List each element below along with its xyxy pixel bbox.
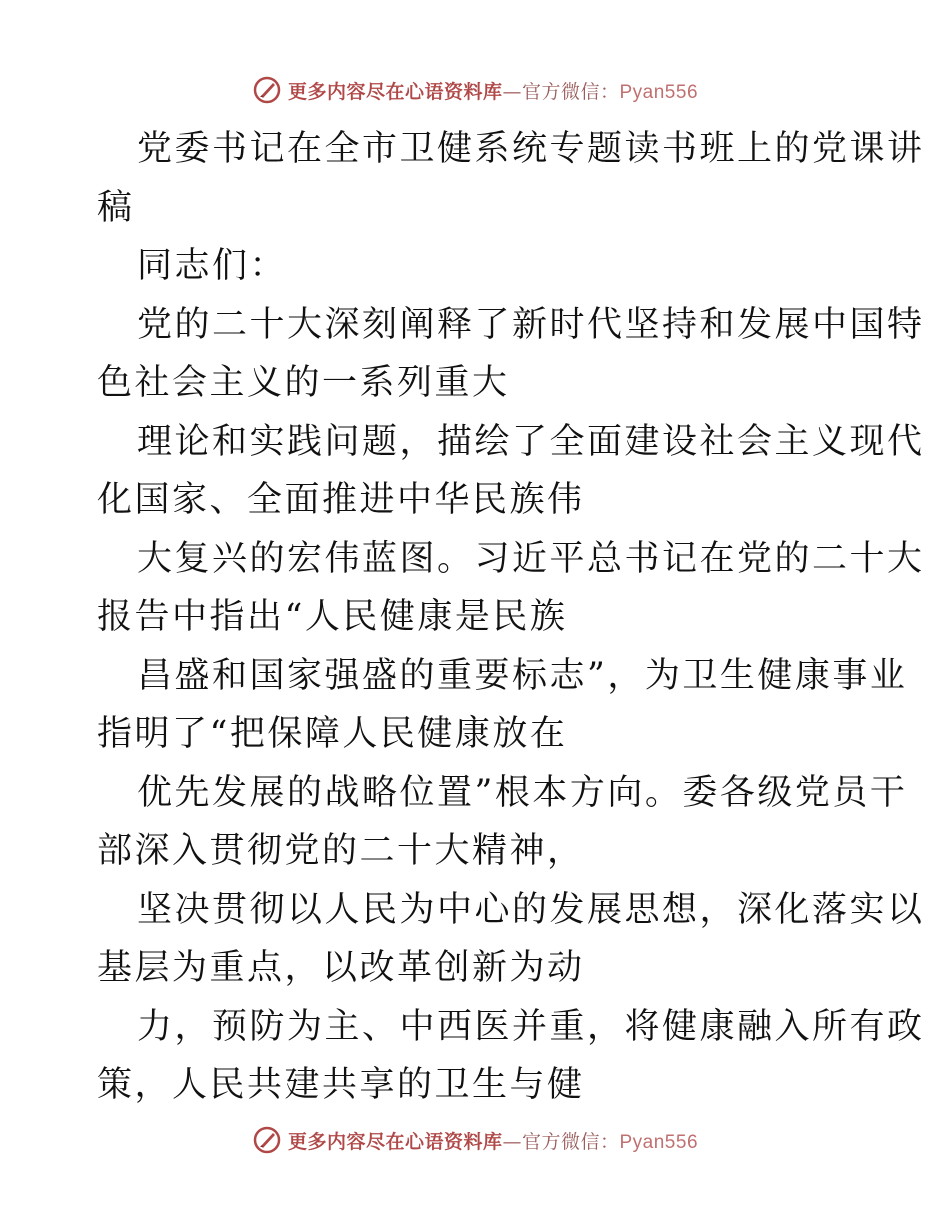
watermark-wechat-id: Pyan556	[619, 1131, 699, 1153]
paragraph-line: 策，人民共建共享的卫生与健	[97, 1065, 585, 1105]
watermark-wechat-label: 官方微信：	[521, 1130, 620, 1153]
watermark-brand: 更多内容尽在心语资料库	[287, 80, 503, 103]
paragraph-line: 指明了“把保障人民健康放在	[97, 714, 568, 754]
document-title-line-1: 党委书记在全市卫健系统专题读书班上的党课讲	[137, 129, 925, 169]
paragraph-line: 基层为重点，以改革创新为动	[97, 948, 585, 988]
paragraph-line: 优先发展的战略位置”根本方向。委各级党员干	[137, 772, 908, 813]
document-body	[97, 120, 925, 1115]
paragraph-line: 昌盛和国家强盛的重要标志”，为卫生健康事业	[137, 655, 908, 696]
greeting: 同志们：	[137, 246, 288, 286]
watermark-text	[288, 1127, 698, 1154]
paragraph-line: 党的二十大深刻阐释了新时代坚持和发展中国特	[137, 304, 925, 345]
quill-pen-logo-icon	[252, 75, 282, 105]
header-watermark-banner	[0, 70, 950, 110]
paragraph-line: 化国家、全面推进中华民族伟	[97, 480, 585, 520]
footer-watermark-banner	[0, 1120, 950, 1160]
paragraph-line: 坚决贯彻以人民为中心的发展思想，深化落实以	[137, 889, 925, 930]
document-title-line-2: 稿	[97, 187, 135, 228]
watermark-text	[288, 77, 698, 104]
watermark-wechat-label: 官方微信：	[521, 80, 620, 103]
paragraph-line: 大复兴的宏伟蓝图。习近平总书记在党的二十大	[137, 538, 925, 579]
paragraph-line: 理论和实践问题，描绘了全面建设社会主义现代	[137, 421, 925, 462]
watermark-brand: 更多内容尽在心语资料库	[287, 1130, 503, 1153]
watermark-dash: —	[502, 80, 522, 103]
watermark-wechat-id: Pyan556	[619, 81, 699, 103]
quill-pen-logo-icon	[252, 1125, 282, 1155]
watermark-dash: —	[502, 1130, 522, 1153]
paragraph-line: 报告中指出“人民健康是民族	[97, 597, 568, 637]
paragraph-line: 色社会主义的一系列重大	[97, 363, 510, 403]
paragraph-line: 部深入贯彻党的二十大精神，	[97, 831, 585, 871]
paragraph-line: 力，预防为主、中西医并重，将健康融入所有政	[137, 1006, 925, 1047]
